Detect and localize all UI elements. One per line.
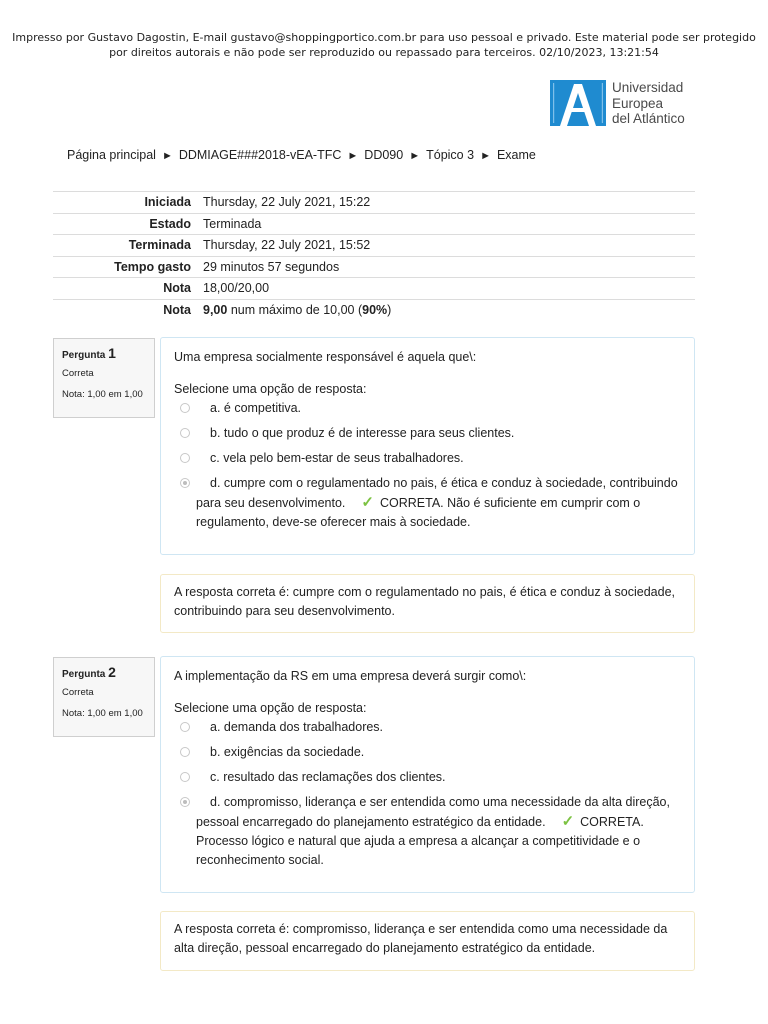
summary-row-grade <box>53 299 695 320</box>
correct-check-icon: ✓ <box>361 494 374 511</box>
summary-value: Thursday, 22 July 2021, 15:52 <box>203 235 695 257</box>
right-answer-box-1 <box>160 574 695 633</box>
attempt-summary-table <box>53 191 695 320</box>
radio-button[interactable] <box>180 453 190 463</box>
summary-label: Iniciada <box>53 192 203 214</box>
breadcrumb-item-home[interactable]: Página principal <box>67 148 156 162</box>
university-logo-icon <box>550 80 606 126</box>
option-label: c. vela pelo bem-estar de seus trabalhadores. <box>210 451 464 465</box>
radio-button[interactable] <box>180 403 190 413</box>
summary-value: Terminada <box>203 213 695 235</box>
breadcrumb <box>67 148 536 162</box>
answer-prompt: Selecione uma opção de resposta: <box>174 701 367 715</box>
summary-value: 18,00/20,00 <box>203 278 695 300</box>
right-answer-text: A resposta correta é: cumpre com o regulamentado no pais, é ética e conduz à sociedade, contribuindo para seu desenvolvimento. <box>174 585 675 618</box>
summary-row-time-taken <box>53 256 695 278</box>
question-number: 1 <box>108 345 116 361</box>
breadcrumb-separator-icon: ► <box>409 150 421 162</box>
breadcrumb-item-module[interactable]: DD090 <box>364 148 404 162</box>
answer-option-d <box>174 793 681 870</box>
radio-button[interactable] <box>180 747 190 757</box>
university-logo[interactable] <box>550 80 700 128</box>
question-prefix: Pergunta <box>62 350 106 361</box>
summary-row-state <box>53 213 695 235</box>
radio-button[interactable] <box>180 428 190 438</box>
summary-row-completed <box>53 235 695 257</box>
option-label: b. exigências da sociedade. <box>210 745 365 759</box>
university-logo-text <box>612 80 685 127</box>
answer-option-c <box>174 449 681 468</box>
logo-line-3: del Atlántico <box>612 111 685 126</box>
answer-prompt: Selecione uma opção de resposta: <box>174 382 367 396</box>
right-answer-text: A resposta correta é: compromisso, liderança e ser entendida como uma necessidade da alta direção, pessoal encarregado do planejamento estratégico da entidade. <box>174 922 668 955</box>
correct-check-icon: ✓ <box>561 813 575 830</box>
question-text: Uma empresa socialmente responsável é aquela que\: <box>174 350 477 364</box>
radio-button-selected[interactable] <box>180 478 190 488</box>
option-label: a. demanda dos trabalhadores. <box>210 720 384 734</box>
breadcrumb-item-topic[interactable]: Tópico 3 <box>426 148 475 162</box>
question-info-1 <box>53 338 155 418</box>
grade-max-text: num máximo de 10,00 ( <box>227 302 363 317</box>
watermark-line-2: por direitos autorais e não pode ser reproduzido ou repassado para terceiros. 02/10/2023, 13:21:54 <box>109 46 659 59</box>
option-label: b. tudo o que produz é de interesse para seus clientes. <box>210 426 515 440</box>
question-state: Correta <box>62 687 94 698</box>
question-number-label <box>62 345 146 361</box>
summary-row-marks <box>53 278 695 300</box>
answer-option-b <box>174 743 681 762</box>
question-grade: Nota: 1,00 em 1,00 <box>62 708 143 719</box>
option-label: d. compromisso, liderança e ser entendida como uma necessidade da alta direção, pessoal encarregado do planejamento estratégico da entidade. <box>196 795 670 829</box>
breadcrumb-separator-icon: ► <box>480 150 491 162</box>
answer-option-c <box>174 768 681 787</box>
summary-grade-value <box>203 299 695 320</box>
summary-label: Terminada <box>53 235 203 257</box>
question-text: A implementação da RS em uma empresa deverá surgir como\: <box>174 669 527 683</box>
option-label: c. resultado das reclamações dos clientes. <box>210 770 446 784</box>
summary-label: Nota <box>53 299 203 320</box>
option-label: d. cumpre com o regulamentado no pais, é ética e conduz à sociedade, contribuindo para seu desenvolvimento. <box>196 476 678 510</box>
summary-label: Tempo gasto <box>53 256 203 278</box>
question-prefix: Pergunta <box>62 669 106 680</box>
question-box-2 <box>160 656 695 893</box>
watermark-line-1: Impresso por Gustavo Dagostin, E-mail gustavo@shoppingportico.com.br para uso pessoal e privado. Este material pode ser protegido <box>12 31 756 44</box>
right-answer-box-2 <box>160 911 695 971</box>
question-number-label <box>62 664 146 680</box>
grade-percent: 90% <box>362 302 388 317</box>
question-info-2 <box>53 657 155 737</box>
answer-option-b <box>174 424 681 443</box>
breadcrumb-separator-icon: ► <box>161 150 173 162</box>
answer-option-d <box>174 474 681 532</box>
radio-button[interactable] <box>180 772 190 782</box>
option-feedback: CORRETA. Não é suficiente em cumprir com o regulamento, deve-se oferecer mais à sociedade. <box>196 496 641 529</box>
print-watermark <box>0 30 768 60</box>
option-feedback: CORRETA. Processo lógico e natural que ajuda a empresa a alcançar a competitividade e o reconhecimento social. <box>196 815 644 867</box>
radio-button-selected[interactable] <box>180 797 190 807</box>
summary-label: Nota <box>53 278 203 300</box>
logo-line-1: Universidad <box>612 80 684 95</box>
question-grade: Nota: 1,00 em 1,00 <box>62 389 143 400</box>
summary-value: 29 minutos 57 segundos <box>203 256 695 278</box>
question-state: Correta <box>62 368 94 379</box>
breadcrumb-item-course[interactable]: DDMIAGE###2018-vEA-TFC <box>178 148 342 162</box>
radio-button[interactable] <box>180 722 190 732</box>
option-label: a. é competitiva. <box>210 401 302 415</box>
breadcrumb-item-exam[interactable]: Exame <box>496 148 536 162</box>
question-box-1 <box>160 337 695 555</box>
summary-label: Estado <box>53 213 203 235</box>
summary-row-started <box>53 192 695 214</box>
logo-line-2: Europea <box>612 95 664 111</box>
grade-close: ) <box>387 302 392 317</box>
summary-value: Thursday, 22 July 2021, 15:22 <box>203 192 695 214</box>
breadcrumb-separator-icon: ► <box>347 150 359 162</box>
question-number: 2 <box>108 664 116 680</box>
grade-score: 9,00 <box>203 302 228 317</box>
answer-option-a <box>174 399 681 418</box>
answer-option-a <box>174 718 681 737</box>
